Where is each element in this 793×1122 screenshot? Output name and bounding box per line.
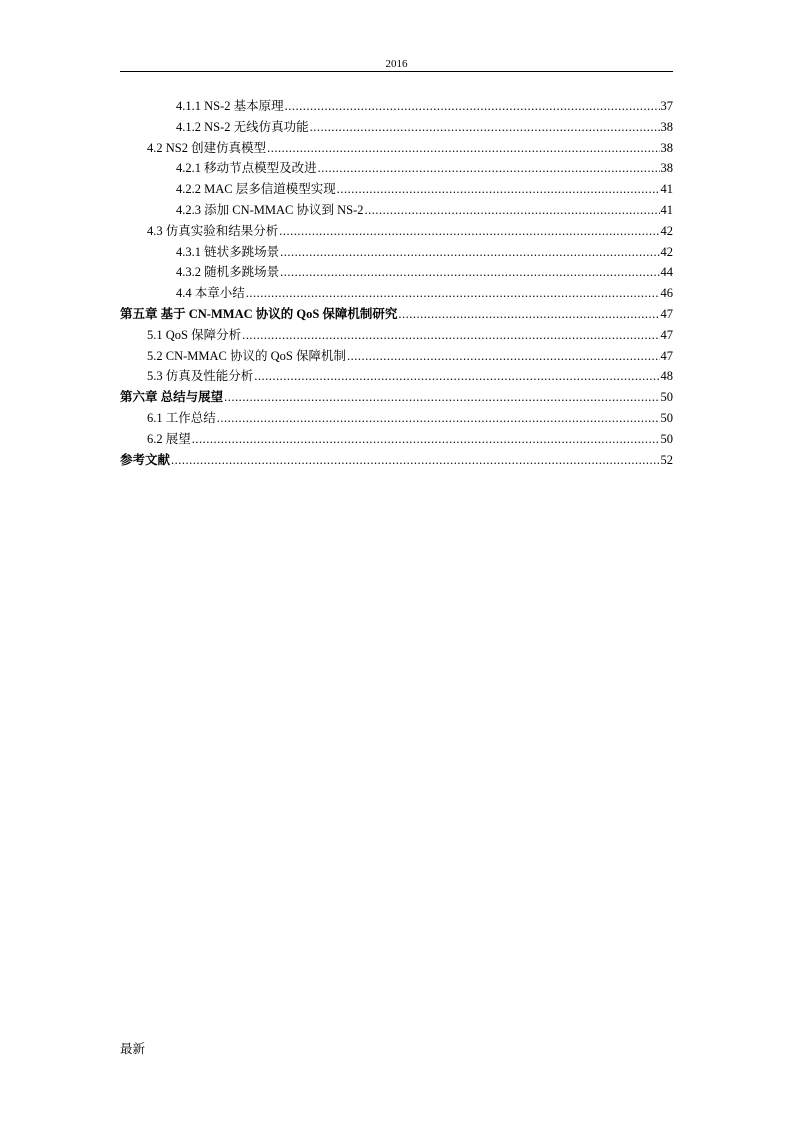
page-header-year: 2016	[385, 58, 408, 70]
toc-entry-title: 4.4 本章小结	[176, 286, 245, 301]
toc-entry-title: 4.2.3 添加 CN-MMAC 协议到 NS-2	[176, 202, 364, 217]
toc-leader-dots	[280, 242, 659, 263]
toc-entry-title: 4.1.2 NS-2 无线仿真功能	[176, 119, 309, 134]
toc-leader-dots	[337, 179, 660, 200]
toc-entry[interactable]	[120, 179, 673, 200]
toc-leader-dots	[280, 262, 659, 283]
toc-entry[interactable]	[120, 325, 673, 346]
toc-entry-page-number: 47	[660, 348, 673, 363]
toc-entry[interactable]	[120, 242, 673, 263]
toc-entry-page-number: 42	[660, 244, 673, 259]
toc-entry-page-number: 38	[660, 140, 673, 155]
header-rule	[120, 71, 673, 72]
toc-leader-dots	[310, 117, 660, 138]
toc-entry-title: 4.1.1 NS-2 基本原理	[176, 99, 284, 113]
toc-leader-dots	[365, 200, 660, 221]
toc-entry[interactable]	[120, 138, 673, 159]
toc-entry-page-number: 50	[660, 390, 673, 405]
toc-entry-page-number: 46	[660, 286, 673, 301]
toc-entry[interactable]	[120, 304, 673, 325]
toc-entry-title: 5.2 CN-MMAC 协议的 QoS 保障机制	[147, 348, 346, 363]
toc-leader-dots	[318, 158, 660, 179]
toc-entry-page-number: 37	[660, 99, 673, 113]
toc-entry-title: 4.3.2 随机多跳场景	[176, 265, 280, 280]
toc-leader-dots	[347, 346, 660, 367]
toc-entry-title: 6.1 工作总结	[147, 410, 216, 425]
toc-entry[interactable]	[120, 429, 673, 450]
toc-entry[interactable]	[120, 200, 673, 221]
toc-leader-dots	[171, 450, 659, 471]
toc-entry-title: 4.2 NS2 创建仿真模型	[147, 140, 267, 155]
toc-leader-dots	[398, 304, 659, 325]
toc-leader-dots	[246, 283, 660, 304]
toc-entry-title: 5.1 QoS 保障分析	[147, 327, 242, 342]
toc-entry[interactable]	[120, 450, 673, 471]
toc-entry-page-number: 44	[660, 265, 673, 280]
toc-leader-dots	[242, 325, 659, 346]
toc-entry[interactable]	[120, 158, 673, 179]
toc-entry[interactable]	[120, 221, 673, 242]
table-of-contents	[120, 96, 673, 470]
toc-entry[interactable]	[120, 283, 673, 304]
toc-entry-page-number: 42	[660, 223, 673, 238]
toc-entry[interactable]	[120, 408, 673, 429]
toc-entry[interactable]	[120, 117, 673, 138]
toc-entry-title: 第五章 基于 CN-MMAC 协议的 QoS 保障机制研究	[120, 306, 398, 321]
toc-entry[interactable]	[120, 262, 673, 283]
toc-entry-page-number: 38	[660, 119, 673, 134]
toc-entry[interactable]	[120, 346, 673, 367]
toc-leader-dots	[224, 387, 659, 408]
toc-leader-dots	[217, 408, 660, 429]
toc-entry-page-number: 50	[660, 431, 673, 446]
toc-entry[interactable]	[120, 387, 673, 408]
toc-leader-dots	[192, 429, 660, 450]
toc-leader-dots	[285, 96, 660, 117]
toc-entry-page-number: 47	[660, 306, 673, 321]
toc-entry-page-number: 38	[660, 161, 673, 176]
toc-entry-title: 第六章 总结与展望	[120, 390, 224, 405]
toc-entry-title: 4.2.2 MAC 层多信道模型实现	[176, 182, 336, 197]
toc-entry-title: 4.3.1 链状多跳场景	[176, 244, 280, 259]
toc-entry-page-number: 50	[660, 410, 673, 425]
toc-entry-title: 参考文献	[120, 452, 171, 467]
toc-entry-title: 6.2 展望	[147, 431, 191, 446]
page-footer-text: 最新	[120, 1042, 146, 1056]
toc-entry-page-number: 41	[660, 202, 673, 217]
toc-leader-dots	[254, 366, 659, 387]
toc-entry[interactable]	[120, 366, 673, 387]
toc-entry[interactable]	[120, 96, 673, 117]
toc-entry-page-number: 41	[660, 182, 673, 197]
toc-entry-title: 4.3 仿真实验和结果分析	[147, 223, 279, 238]
toc-leader-dots	[267, 138, 659, 159]
toc-entry-page-number: 47	[660, 327, 673, 342]
toc-entry-title: 5.3 仿真及性能分析	[147, 369, 254, 384]
toc-entry-title: 4.2.1 移动节点模型及改进	[176, 161, 317, 176]
toc-entry-page-number: 52	[660, 452, 673, 467]
toc-leader-dots	[279, 221, 659, 242]
toc-entry-page-number: 48	[660, 369, 673, 384]
